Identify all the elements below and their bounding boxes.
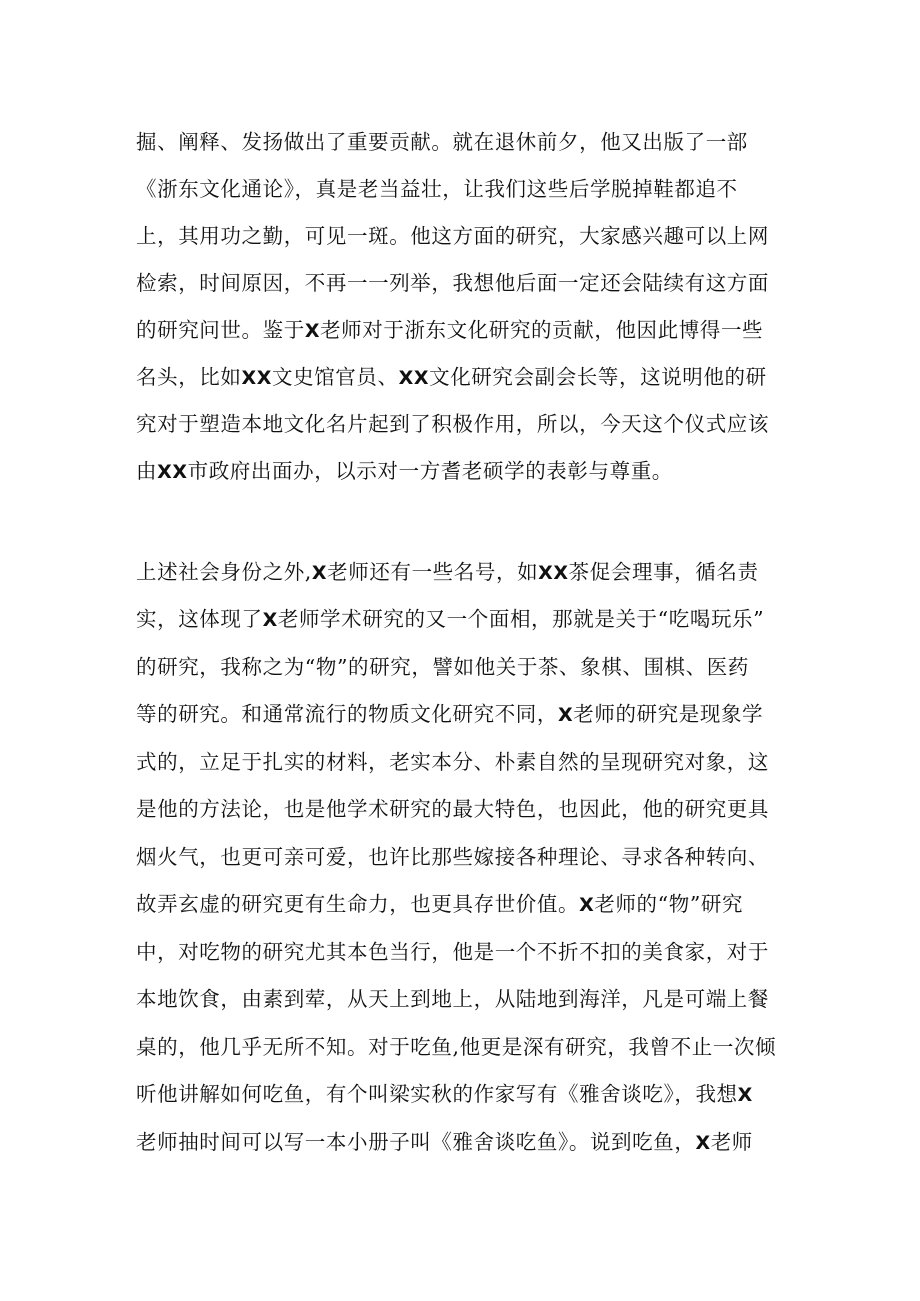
text-line: 名头，比如XX文史馆官员、XX文化研究会副会长等，这说明他的研 [136,365,767,389]
text-line: 中，对吃物的研究尤其本色当行，他是一个不折不扣的美食家，对于 [136,940,769,964]
text-line: 掘、阐释、发扬做出了重要贡献。就在退休前夕，他又出版了一部 [136,130,748,154]
text-line: 究对于塑造本地文化名片起到了积极作用，所以，今天这个仪式应该 [136,412,769,436]
text-line: 听他讲解如何吃鱼，有个叫梁实秋的作家写有《雅舍谈吃》，我想X [136,1082,753,1106]
text-line: 烟火气，也更可亲可爱，也许比那些嫁接各种理论、寻求各种转向、 [136,845,769,869]
text-line: 上，其用功之勤，可见一斑。他这方面的研究，大家感兴趣可以上网 [136,224,769,248]
text-line: 故弄玄虚的研究更有生命力，也更具存世价值。X老师的“物”研究 [136,892,744,916]
text-line: 桌的，他几乎无所不知。对于吃鱼,他更是深有研究，我曾不止一次倾 [136,1035,777,1059]
text-line: 上述社会身份之外,X老师还有一些名号，如XX茶促会理事，循名责 [136,560,759,584]
text-line: 老师抽时间可以写一本小册子叫《雅舍谈吃鱼》。说到吃鱼，X老师 [136,1130,753,1154]
text-line: 《浙东文化通论》，真是老当益壮，让我们这些后学脱掉鞋都追不 [136,177,738,201]
text-line: 等的研究。和通常流行的物质文化研究不同，X老师的研究是现象学 [136,702,764,726]
text-line: 式的，立足于扎实的材料，老实本分、朴素自然的呈现研究对象，这 [136,750,769,774]
text-line: 的研究问世。鉴于X老师对于浙东文化研究的贡献，他因此博得一些 [136,318,764,342]
text-line: 本地饮食，由素到荤，从天上到地上，从陆地到海洋，凡是可端上餐 [136,987,769,1011]
text-line: 是他的方法论，也是他学术研究的最大特色，也因此，他的研究更具 [136,797,769,821]
text-line: 的研究，我称之为“物”的研究，譬如他关于茶、象棋、围棋、医药 [136,655,749,679]
text-line: 实，这体现了X老师学术研究的又一个面相，那就是关于“吃喝玩乐” [136,607,765,631]
text-line: 由XX市政府出面办，以示对一方耆老硕学的表彰与尊重。 [136,459,673,483]
text-line: 检索，时间原因，不再一一列举，我想他后面一定还会陆续有这方面 [136,271,769,295]
